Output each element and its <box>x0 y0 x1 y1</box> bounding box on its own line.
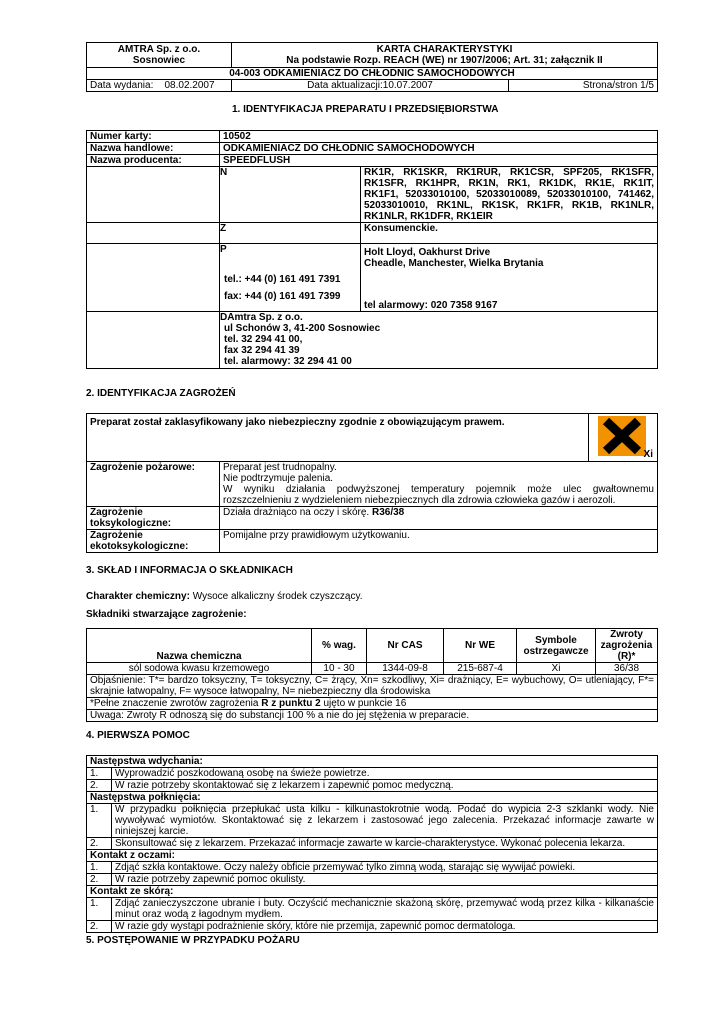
item-text: W przypadku połknięcia przepłukać usta kilku - kilkunastokrotnie wodą. Podać do wypicia 2-3 szklanki wody. Nie wywoływać wymiotów. Skontaktować się z lekarzem i zastosować jego zalecenia. Przekazać informacje zawarte w niniejszej karcie. <box>112 804 658 838</box>
distributor-tel: tel. 32 294 41 00, <box>224 334 303 345</box>
producer-address-cell <box>361 244 658 312</box>
trade-value: ODKAMIENIACZ DO CHŁODNIC SAMOCHODOWYCH <box>220 143 658 155</box>
product-codes: RK1R, RK1SKR, RK1RUR, RK1CSR, SPF205, RK1SFR, RK1SFR, RK1HPR, RK1N, RK1, RK1DK, RK1E, RK1IT, RK1F1, 52033010100, 52033010089, 52033010100, 741462, 52033010010, RK1NL, RK1SK, RK1FR, RK1B, RK1NLR, RK1NLR, RK1DFR, RK1EIR <box>361 167 658 223</box>
first-aid-group-heading: Następstwa wdychania: <box>87 756 658 768</box>
distributor-label-cell <box>87 312 220 369</box>
company-city: Sosnowiec <box>132 55 186 66</box>
components-table <box>86 628 658 722</box>
fire-hazard-cell <box>220 462 658 507</box>
item-number: 1. <box>87 768 112 780</box>
item-text: W razie potrzeby skontaktować się z lekarzem i zapewnić pomoc medyczną. <box>112 780 658 792</box>
col-weight: % wag. <box>312 629 367 663</box>
components-header-row <box>87 629 658 663</box>
chemical-character <box>86 591 363 602</box>
d-mark: D <box>220 312 228 323</box>
header-table <box>86 42 658 92</box>
producer-addr1: Holt Lloyd, Oakhurst Drive <box>364 247 491 258</box>
list-item <box>87 780 658 792</box>
note1-c: ujęto w punkcie 16 <box>320 698 407 709</box>
item-number: 1. <box>87 862 112 874</box>
producer-fax: fax: +44 (0) 161 491 7399 <box>224 291 341 302</box>
distributor-alarm: tel. alarmowy: 32 294 41 00 <box>224 356 352 367</box>
n-mark: N <box>220 167 361 223</box>
page-number: Strona/stron 1/5 <box>509 80 658 92</box>
col-we: Nr WE <box>444 629 517 663</box>
tox-value: Działa drażniąco na oczy i skórę. <box>223 507 370 518</box>
distributor-fax: fax 32 294 41 39 <box>224 345 300 356</box>
distributor-name: Amtra Sp. z o.o. <box>227 312 303 323</box>
eco-label-1: Zagrożenie <box>90 530 143 541</box>
list-item <box>87 921 658 933</box>
section5-title: 5. POSTĘPOWANIE W PRZYPADKU POŻARU <box>86 935 300 946</box>
xi-hazard-icon <box>598 416 646 456</box>
item-number: 2. <box>87 838 112 850</box>
producer-tel: tel.: +44 (0) 161 491 7391 <box>224 274 341 285</box>
producer-label: Nazwa producenta: <box>87 155 220 167</box>
eco-label-2: ekotoksykologiczne: <box>90 541 189 552</box>
section1-title: 1. IDENTYFIKACJA PREPARATU I PRZEDSIĘBIORSTWA <box>232 104 499 115</box>
symbols-explanation: Objaśnienie: T*= bardzo toksyczny, T= toksyczny, C= żrący, Xn= szkodliwy, Xi= drażniący, E= wybuchowy, O= utleniający, F*= skrajnie łatwopalny, F= wysoce łatwopalny, N= niebezpieczny dla środowiska <box>87 675 658 698</box>
xi-label: Xi <box>643 449 653 460</box>
note-r-phrases <box>87 698 658 710</box>
first-aid-table <box>86 755 658 933</box>
issue-date-cell <box>87 80 232 92</box>
row-symbols: Xi <box>517 663 596 675</box>
item-text: W razie gdy wystąpi podrażnienie skóry, które nie przemija, zapewnić pomoc dermatologa. <box>112 921 658 933</box>
update-date: Data aktualizacji:10.07.2007 <box>232 80 509 92</box>
card-label: Numer karty: <box>87 131 220 143</box>
fire-hazard-label: Zagrożenie pożarowe: <box>87 462 220 507</box>
row-weight: 10 - 30 <box>312 663 367 675</box>
list-item <box>87 838 658 850</box>
company-name: AMTRA Sp. z o.o. <box>117 44 201 55</box>
tox-label-1: Zagrożenie <box>90 507 143 518</box>
row-cas: 1344-09-8 <box>367 663 444 675</box>
components-label: Składniki stwarzające zagrożenie: <box>86 609 247 620</box>
issue-date: 08.02.2007 <box>164 80 215 91</box>
company-cell <box>87 43 232 68</box>
list-item <box>87 804 658 838</box>
col-symbols: Symbole ostrzegawcze <box>517 629 596 663</box>
usage-value: Konsumenckie. <box>361 223 658 244</box>
doc-basis: Na podstawie Rozp. REACH (WE) nr 1907/2006; Art. 31; załącznik II <box>286 55 603 66</box>
issue-label: Data wydania: <box>90 80 154 91</box>
item-number: 2. <box>87 780 112 792</box>
char-label: Charakter chemiczny: <box>86 591 190 602</box>
col-cas: Nr CAS <box>367 629 444 663</box>
identification-table <box>86 130 658 369</box>
trade-label: Nazwa handlowe: <box>87 143 220 155</box>
item-text: Zdjąć zanieczyszczone ubranie i buty. Oczyścić mechanicznie skażoną skórę, przemywać wodą przez kilka - kilkanaście minut oraz wodą z łagodnym mydłem. <box>112 898 658 921</box>
tox-value-cell <box>220 507 658 530</box>
usage-label-cell <box>87 223 220 244</box>
doc-title: KARTA CHARAKTERYSTYKI <box>376 44 513 55</box>
hazards-table <box>86 413 658 553</box>
note1-a: *Pełne znaczenie zwrotów zagrożenia <box>90 698 262 709</box>
doc-title-cell <box>232 43 658 68</box>
table-row <box>87 663 658 675</box>
char-value: Wysoce alkaliczny środek czyszczący. <box>189 591 363 602</box>
item-number: 1. <box>87 804 112 838</box>
first-aid-group-heading: Kontakt ze skórą: <box>87 886 658 898</box>
col-chemical-name: Nazwa chemiczna <box>87 629 312 663</box>
item-number: 1. <box>87 898 112 921</box>
codes-label-cell <box>87 167 220 223</box>
distributor-cell <box>220 312 658 369</box>
product-line: 04-003 ODKAMIENIACZ DO CHŁODNIC SAMOCHODOWYCH <box>87 68 658 80</box>
note-concentration: Uwaga: Zwroty R odnoszą się do substancji 100 % a nie do jej stężenia w preparacie. <box>87 710 658 722</box>
producer-contact-cell <box>220 244 361 312</box>
item-text: W razie potrzeby zapewnić pomoc okulisty. <box>112 874 658 886</box>
item-text: Zdjąć szkła kontaktowe. Oczy należy obficie przemywać tylko zimną wodą, starając się wywijać powieki. <box>112 862 658 874</box>
xi-pictogram-cell <box>589 414 658 462</box>
row-chemical-name: sól sodowa kwasu krzemowego <box>87 663 312 675</box>
list-item <box>87 768 658 780</box>
fire-line-2: Nie podtrzymuje palenia. <box>223 473 334 484</box>
list-item <box>87 862 658 874</box>
section3-title: 3. SKŁAD I INFORMACJA O SKŁADNIKACH <box>86 565 293 576</box>
fire-line-1: Preparat jest trudnopalny. <box>223 462 337 473</box>
list-item <box>87 874 658 886</box>
p-mark: P <box>220 244 227 255</box>
section4-title: 4. PIERWSZA POMOC <box>86 730 190 741</box>
card-value: 10502 <box>220 131 658 143</box>
fire-line-3: W wyniku działania podwyższonej temperatury pojemnik może ulec gwałtownemu rozszczelnieniu z wydzieleniem niebezpiecznych dla zdrowia człowieka gazów i aerozoli. <box>223 484 654 506</box>
row-r-phrases: 36/38 <box>596 663 658 675</box>
tox-label-2: toksykologiczne: <box>90 518 172 529</box>
list-item <box>87 898 658 921</box>
tox-code: R36/38 <box>371 507 405 518</box>
first-aid-group-heading: Kontakt z oczami: <box>87 850 658 862</box>
item-text: Skonsultować się z lekarzem. Przekazać informacje zawarte w karcie-charakterystyce. Wykonać polecenia lekarza. <box>112 838 658 850</box>
item-text: Wyprowadzić poszkodowaną osobę na świeże powietrze. <box>112 768 658 780</box>
producer-addr-label-cell <box>87 244 220 312</box>
item-number: 2. <box>87 874 112 886</box>
classified-statement: Preparat został zaklasyfikowany jako niebezpieczny zgodnie z obowiązującym prawem. <box>87 414 589 462</box>
eco-value: Pomijalne przy prawidłowym użytkowaniu. <box>220 530 658 553</box>
producer-alarm: tel alarmowy: 020 7358 9167 <box>364 300 498 311</box>
tox-label <box>87 507 220 530</box>
producer-addr2: Cheadle, Manchester, Wielka Brytania <box>364 258 544 269</box>
section2-title: 2. IDENTYFIKACJA ZAGROŻEŃ <box>86 388 236 399</box>
eco-label <box>87 530 220 553</box>
item-number: 2. <box>87 921 112 933</box>
row-we: 215-687-4 <box>444 663 517 675</box>
distributor-street: ul Schonów 3, 41-200 Sosnowiec <box>224 323 381 334</box>
z-mark: Z <box>220 223 361 244</box>
col-r-phrases: Zwroty zagrożenia (R)* <box>596 629 658 663</box>
note1-b: R z punktu 2 <box>261 698 321 709</box>
first-aid-group-heading: Następstwa połknięcia: <box>87 792 658 804</box>
producer-value: SPEEDFLUSH <box>220 155 658 167</box>
